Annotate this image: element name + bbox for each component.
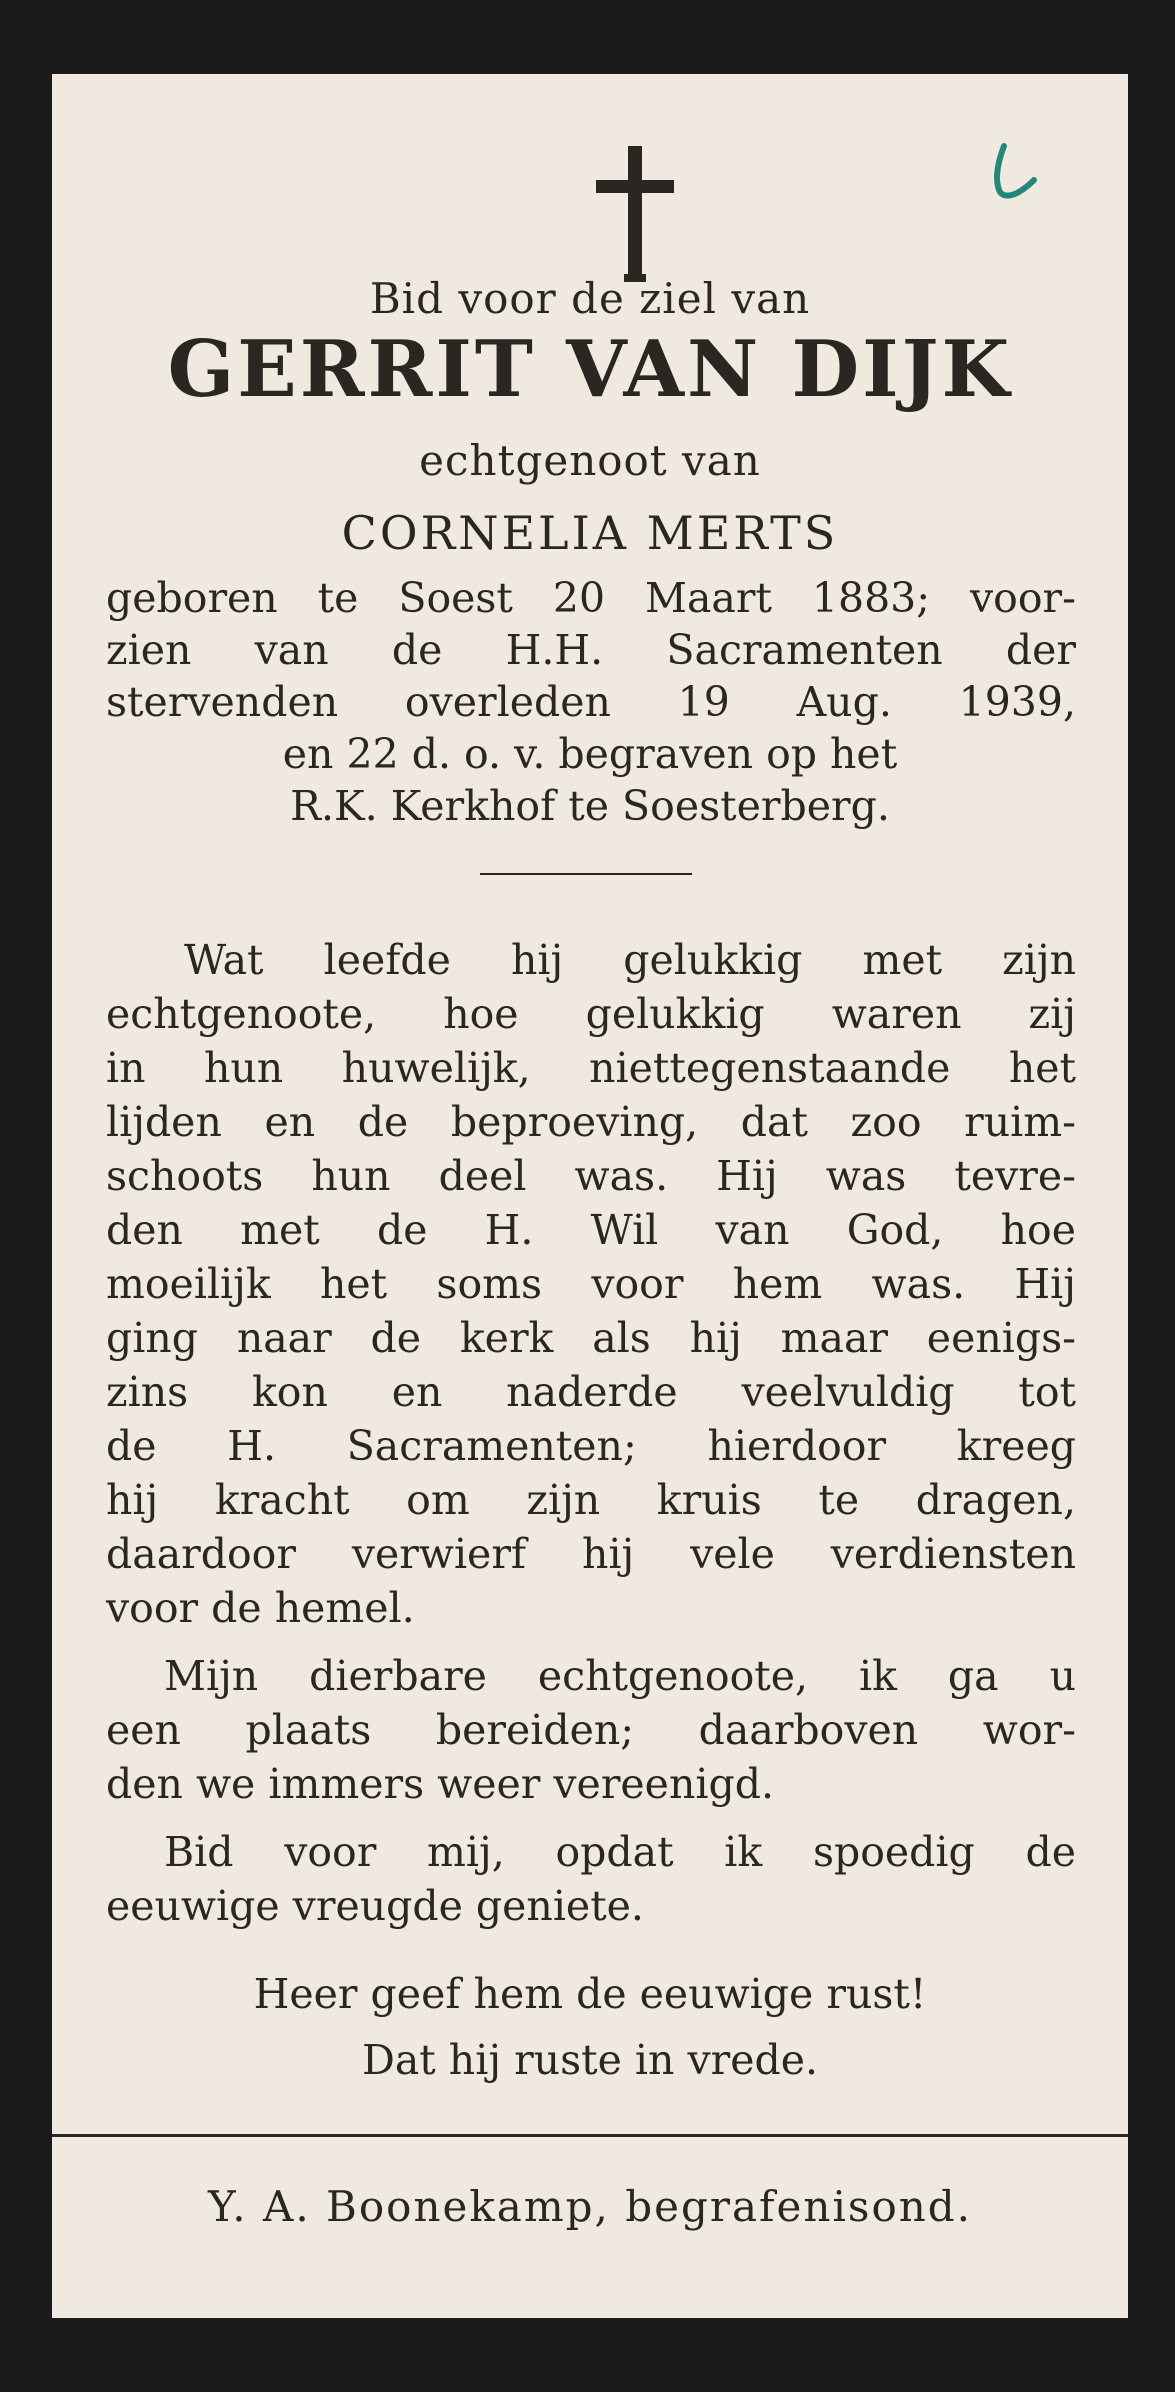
footer-divider xyxy=(52,2134,1128,2137)
paragraph-line: een plaats bereiden; daarboven wor- xyxy=(106,1706,1076,1754)
paragraph-line: den met de H. Wil van God, hoe xyxy=(106,1206,1076,1254)
memorial-card xyxy=(52,74,1128,2318)
paragraph-line: in hun huwelijk, niettegenstaande het xyxy=(106,1044,1076,1092)
paragraph-line: ging naar de kerk als hij maar eenigs- xyxy=(106,1314,1076,1362)
details-line: R.K. Kerkhof te Soesterberg. xyxy=(290,782,890,830)
paragraph-line: den we immers weer vereenigd. xyxy=(106,1760,774,1808)
relation-text: echtgenoot van xyxy=(419,436,761,485)
paragraph-line: de H. Sacramenten; hierdoor kreeg xyxy=(106,1422,1076,1470)
paragraph-line: hij kracht om zijn kruis te dragen, xyxy=(106,1476,1076,1524)
details-line: geboren te Soest 20 Maart 1883; voor- xyxy=(106,574,1076,622)
paragraph-line: Mijn dierbare echtgenoote, ik ga u xyxy=(164,1652,1076,1700)
paragraph-line: lijden en de beproeving, dat zoo ruim- xyxy=(106,1098,1076,1146)
printer-credit: Y. A. Boonekamp, begrafenisond. xyxy=(207,2182,973,2231)
cross-icon xyxy=(588,146,688,282)
details-line: stervenden overleden 19 Aug. 1939, xyxy=(106,678,1076,726)
paragraph-line: moeilijk het soms voor hem was. Hij xyxy=(106,1260,1076,1308)
closing-line: Heer geef hem de eeuwige rust! xyxy=(253,1970,927,2018)
paragraph-line: zins kon en naderde veelvuldig tot xyxy=(106,1368,1076,1416)
details-line: en 22 d. o. v. begraven op het xyxy=(282,730,898,778)
prayer-heading: Bid voor de ziel van xyxy=(369,274,811,323)
paragraph-line: Wat leefde hij gelukkig met zijn xyxy=(184,936,1076,984)
paragraph-line: schoots hun deel was. Hij was tevre- xyxy=(106,1152,1076,1200)
handwritten-mark xyxy=(974,132,1044,212)
paragraph-line: echtgenoote, hoe gelukkig waren zij xyxy=(106,990,1076,1038)
paragraph-line: Bid voor mij, opdat ik spoedig de xyxy=(164,1828,1076,1876)
spouse-name: CORNELIA MERTS xyxy=(341,506,839,560)
paragraph-line: daardoor verwierf hij vele verdiensten xyxy=(106,1530,1076,1578)
details-line: zien van de H.H. Sacramenten der xyxy=(106,626,1076,674)
divider xyxy=(480,873,692,875)
paragraph-line: eeuwige vreugde geniete. xyxy=(106,1882,644,1930)
deceased-name: GERRIT VAN DIJK xyxy=(167,324,1013,415)
paragraph-line: voor de hemel. xyxy=(106,1584,415,1632)
closing-line: Dat hij ruste in vrede. xyxy=(361,2036,819,2084)
